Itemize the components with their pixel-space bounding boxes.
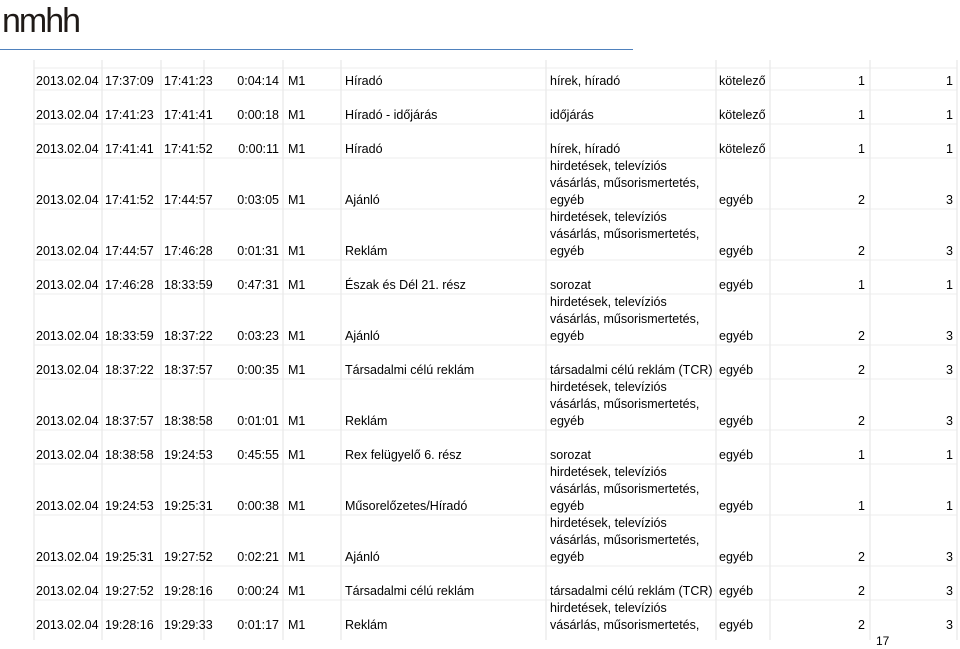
cell-date: 2013.02.04 [36,244,99,258]
cell-end-time: 18:37:57 [164,363,213,377]
cell-duration: 0:01:17 [237,618,279,632]
cell-value-2: 3 [946,329,953,343]
cell-program-title: Reklám [345,618,388,632]
cell-value-1: 2 [858,363,865,377]
cell-start-time: 17:37:09 [105,74,154,88]
cell-duration: 0:04:14 [237,74,279,88]
cell-genre-line: hirdetések, televíziós [550,295,667,309]
cell-genre-line: egyéb [550,414,585,428]
cell-channel: M1 [288,278,306,292]
cell-end-time: 17:41:41 [164,108,213,122]
logo-text: nmhh [2,2,80,34]
cell-program-title: Híradó - időjárás [345,108,438,122]
cell-genre-line: vásárlás, műsorismertetés, [550,533,700,547]
cell-start-time: 17:41:52 [105,193,154,207]
cell-genre-line: vásárlás, műsorismertetés, [550,397,700,411]
cell-end-time: 19:25:31 [164,499,213,513]
cell-category: egyéb [719,329,754,343]
cell-value-1: 1 [858,108,865,122]
cell-duration: 0:00:38 [237,499,279,513]
cell-date: 2013.02.04 [36,74,99,88]
cell-end-time: 18:33:59 [164,278,213,292]
cell-genre-line: társadalmi célú reklám (TCR) [550,584,713,598]
cell-channel: M1 [288,499,306,513]
cell-program-title: Reklám [345,414,388,428]
cell-value-2: 3 [946,618,953,632]
cell-start-time: 17:41:23 [105,108,154,122]
cell-category: egyéb [719,618,754,632]
cell-date: 2013.02.04 [36,278,99,292]
cell-value-1: 2 [858,584,865,598]
cell-end-time: 17:41:52 [164,142,213,156]
cell-start-time: 18:38:58 [105,448,154,462]
cell-program-title: Híradó [345,142,383,156]
cell-program-title: Észak és Dél 21. rész [345,278,466,292]
cell-date: 2013.02.04 [36,108,99,122]
cell-start-time: 17:46:28 [105,278,154,292]
cell-program-title: Társadalmi célú reklám [345,363,475,377]
cell-value-1: 2 [858,550,865,564]
cell-end-time: 19:24:53 [164,448,213,462]
cell-duration: 0:03:05 [237,193,279,207]
cell-end-time: 19:29:33 [164,618,213,632]
cell-channel: M1 [288,108,306,122]
cell-category: egyéb [719,278,754,292]
cell-value-1: 2 [858,329,865,343]
cell-start-time: 19:25:31 [105,550,154,564]
cell-date: 2013.02.04 [36,363,99,377]
cell-end-time: 18:38:58 [164,414,213,428]
cell-value-2: 3 [946,363,953,377]
cell-end-time: 17:41:23 [164,74,213,88]
page-number: 17 [876,634,890,648]
cell-genre-line: egyéb [550,244,585,258]
cell-value-1: 1 [858,278,865,292]
cell-start-time: 18:37:57 [105,414,154,428]
cell-value-1: 2 [858,244,865,258]
cell-genre-line: vásárlás, műsorismertetés, [550,618,700,632]
cell-genre-line: vásárlás, műsorismertetés, [550,227,700,241]
cell-channel: M1 [288,193,306,207]
cell-genre-line: sorozat [550,278,591,292]
cell-program-title: Társadalmi célú reklám [345,584,475,598]
cell-channel: M1 [288,550,306,564]
cell-channel: M1 [288,414,306,428]
cell-program-title: Ajánló [345,329,380,343]
cell-genre-line: hirdetések, televíziós [550,210,667,224]
cell-duration: 0:00:11 [238,142,279,156]
cell-start-time: 18:33:59 [105,329,154,343]
cell-genre-line: társadalmi célú reklám (TCR) [550,363,713,377]
cell-end-time: 19:27:52 [164,550,213,564]
cell-value-2: 1 [946,499,953,513]
cell-program-title: Ajánló [345,550,380,564]
cell-program-title: Reklám [345,244,388,258]
cell-value-2: 1 [946,142,953,156]
cell-genre-line: egyéb [550,193,585,207]
cell-genre-line: időjárás [550,108,594,122]
cell-start-time: 17:41:41 [105,142,154,156]
cell-category: kötelező [719,74,766,88]
cell-genre-line: hirdetések, televíziós [550,380,667,394]
cell-value-2: 3 [946,550,953,564]
cell-date: 2013.02.04 [36,550,99,564]
cell-channel: M1 [288,142,306,156]
cell-value-1: 1 [858,448,865,462]
cell-program-title: Híradó [345,74,383,88]
cell-value-1: 1 [858,142,865,156]
cell-category: egyéb [719,550,754,564]
cell-end-time: 17:46:28 [164,244,213,258]
cell-duration: 0:01:31 [237,244,279,258]
cell-duration: 0:00:35 [237,363,279,377]
cell-value-2: 3 [946,193,953,207]
cell-genre-line: sorozat [550,448,591,462]
cell-start-time: 18:37:22 [105,363,154,377]
cell-duration: 0:00:18 [237,108,279,122]
cell-value-2: 1 [946,74,953,88]
cell-start-time: 19:24:53 [105,499,154,513]
cell-duration: 0:03:23 [237,329,279,343]
cell-value-1: 2 [858,193,865,207]
cell-genre-line: hirdetések, televíziós [550,516,667,530]
cell-duration: 0:47:31 [237,278,279,292]
cell-category: egyéb [719,363,754,377]
cell-genre-line: hirdetések, televíziós [550,601,667,615]
cell-date: 2013.02.04 [36,618,99,632]
cell-date: 2013.02.04 [36,584,99,598]
cell-program-title: Rex felügyelő 6. rész [345,448,462,462]
cell-value-2: 1 [946,108,953,122]
cell-genre-line: vásárlás, műsorismertetés, [550,176,700,190]
cell-date: 2013.02.04 [36,414,99,428]
cell-genre-line: egyéb [550,550,585,564]
cell-date: 2013.02.04 [36,329,99,343]
cell-category: kötelező [719,108,766,122]
cell-genre-line: hírek, híradó [550,74,621,88]
cell-channel: M1 [288,244,306,258]
cell-date: 2013.02.04 [36,142,99,156]
cell-genre-line: egyéb [550,329,585,343]
cell-value-2: 3 [946,414,953,428]
cell-value-1: 1 [858,499,865,513]
cell-start-time: 17:44:57 [105,244,154,258]
cell-start-time: 19:27:52 [105,584,154,598]
cell-genre-line: hirdetések, televíziós [550,465,667,479]
cell-duration: 0:01:01 [237,414,279,428]
cell-category: egyéb [719,244,754,258]
cell-value-2: 3 [946,584,953,598]
cell-genre-line: vásárlás, műsorismertetés, [550,312,700,326]
cell-start-time: 19:28:16 [105,618,154,632]
cell-value-1: 1 [858,74,865,88]
cell-end-time: 19:28:16 [164,584,213,598]
cell-channel: M1 [288,329,306,343]
cell-value-2: 3 [946,244,953,258]
cell-category: egyéb [719,414,754,428]
cell-end-time: 17:44:57 [164,193,213,207]
cell-category: egyéb [719,193,754,207]
cell-channel: M1 [288,74,306,88]
cell-end-time: 18:37:22 [164,329,213,343]
cell-genre-line: vásárlás, műsorismertetés, [550,482,700,496]
cell-genre-line: egyéb [550,499,585,513]
cell-duration: 0:00:24 [237,584,279,598]
cell-value-2: 1 [946,448,953,462]
cell-category: egyéb [719,448,754,462]
cell-date: 2013.02.04 [36,448,99,462]
cell-channel: M1 [288,584,306,598]
cell-channel: M1 [288,618,306,632]
cell-duration: 0:45:55 [237,448,279,462]
cell-value-1: 2 [858,414,865,428]
cell-date: 2013.02.04 [36,499,99,513]
cell-value-2: 1 [946,278,953,292]
cell-genre-line: hirdetések, televíziós [550,159,667,173]
cell-channel: M1 [288,448,306,462]
cell-date: 2013.02.04 [36,193,99,207]
cell-value-1: 2 [858,618,865,632]
cell-genre-line: hírek, híradó [550,142,621,156]
cell-program-title: Műsorelőzetes/Híradó [345,499,468,513]
cell-category: egyéb [719,584,754,598]
cell-category: kötelező [719,142,766,156]
cell-program-title: Ajánló [345,193,380,207]
cell-category: egyéb [719,499,754,513]
cell-duration: 0:02:21 [237,550,279,564]
cell-channel: M1 [288,363,306,377]
